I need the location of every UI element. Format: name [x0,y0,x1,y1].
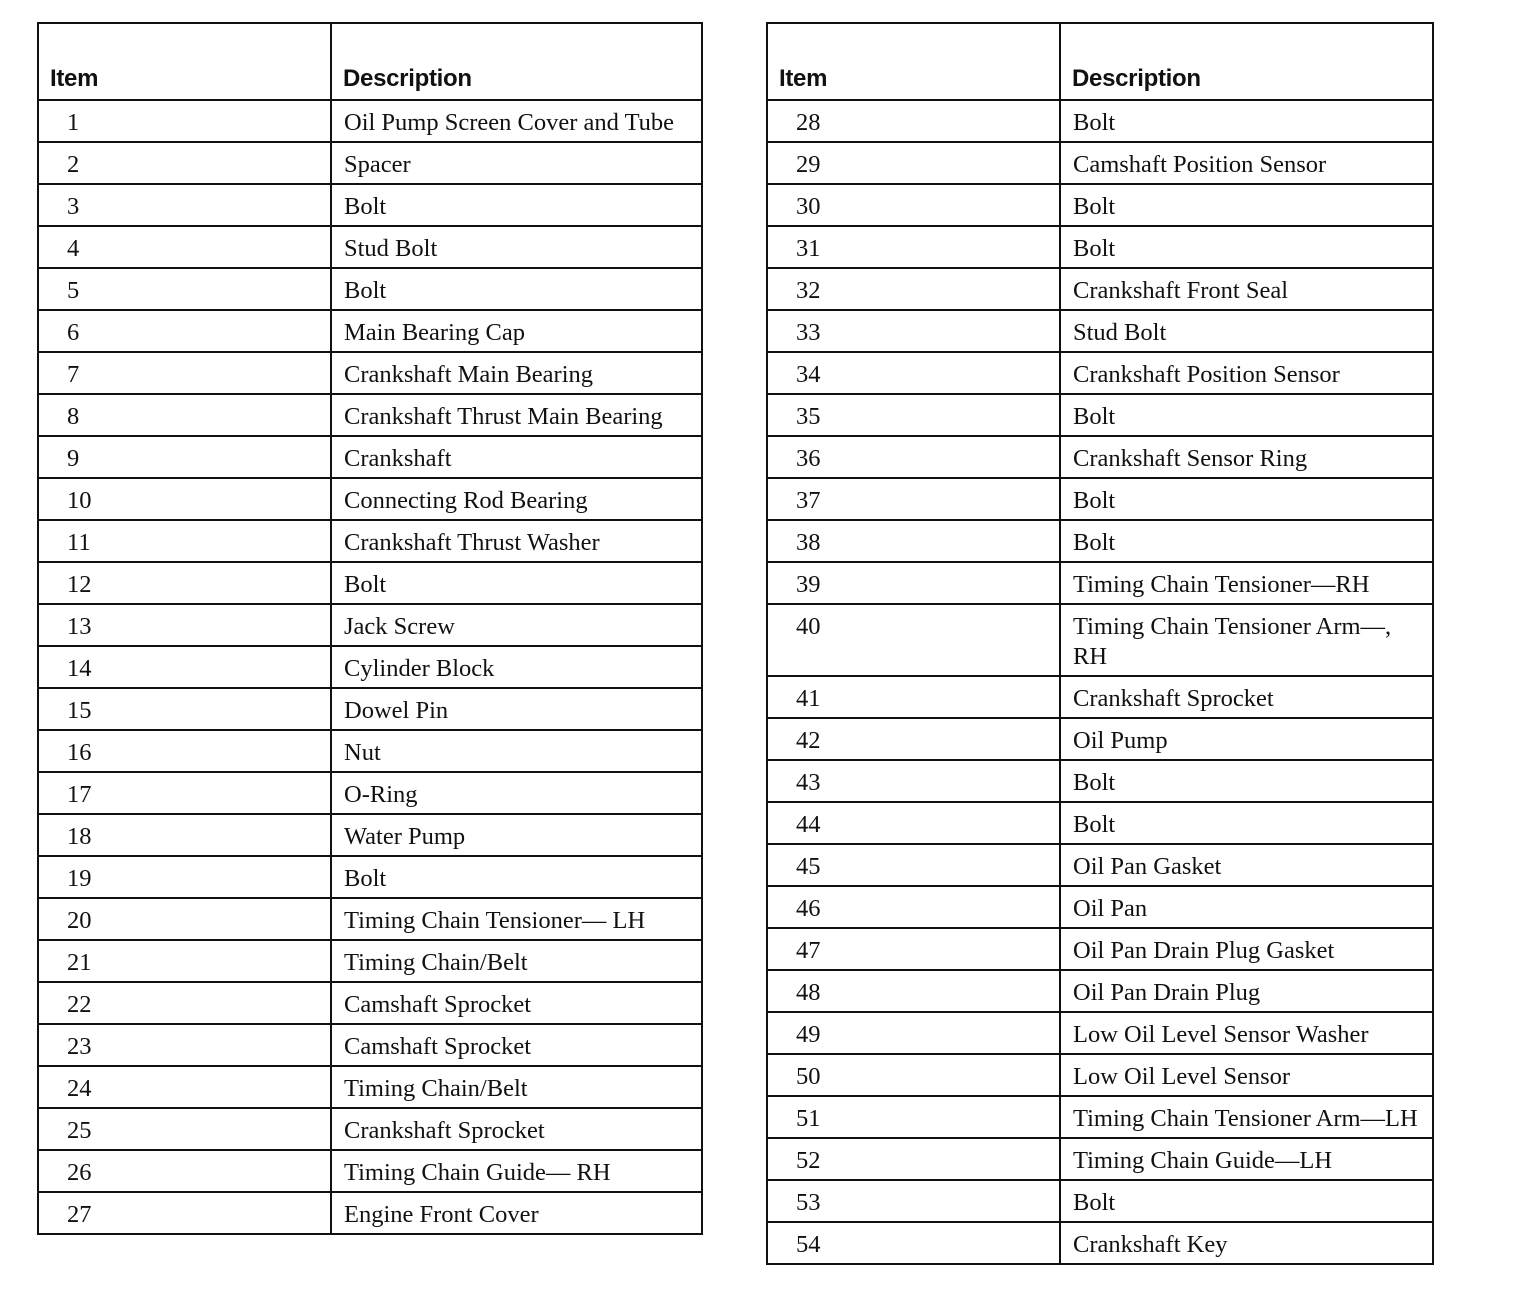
item-number: 50 [767,1054,1060,1096]
item-number: 27 [38,1192,331,1234]
item-number: 1 [38,100,331,142]
item-description: Bolt [331,268,702,310]
item-description: Crankshaft Sprocket [331,1108,702,1150]
table-row [38,646,702,688]
table-row [38,394,702,436]
item-description: Timing Chain Guide— RH [331,1150,702,1192]
table-row [38,100,702,142]
item-number: 5 [38,268,331,310]
table-body [38,100,702,1234]
item-description: Bolt [331,184,702,226]
header-row [38,23,702,100]
item-description: Low Oil Level Sensor Washer [1060,1012,1433,1054]
table-row [38,898,702,940]
item-description: Camshaft Position Sensor [1060,142,1433,184]
table-row [38,436,702,478]
table-row [767,1180,1433,1222]
item-description: Bolt [1060,226,1433,268]
table-row [767,562,1433,604]
item-description: Timing Chain Tensioner— LH [331,898,702,940]
item-number: 8 [38,394,331,436]
item-number: 41 [767,676,1060,718]
item-description: Stud Bolt [331,226,702,268]
item-description: Camshaft Sprocket [331,982,702,1024]
item-number: 33 [767,310,1060,352]
table-row [767,352,1433,394]
item-number: 2 [38,142,331,184]
parts-table-left [37,22,703,1235]
item-number: 9 [38,436,331,478]
item-description: Oil Pan Drain Plug Gasket [1060,928,1433,970]
item-description: Nut [331,730,702,772]
table-row [767,184,1433,226]
item-description: Cylinder Block [331,646,702,688]
item-number: 30 [767,184,1060,226]
item-number: 44 [767,802,1060,844]
item-description: Oil Pump [1060,718,1433,760]
column-header-item: Item [38,23,331,100]
item-number: 26 [38,1150,331,1192]
item-number: 32 [767,268,1060,310]
item-description: Crankshaft Front Seal [1060,268,1433,310]
item-number: 7 [38,352,331,394]
item-description: Bolt [331,562,702,604]
table-row [38,982,702,1024]
item-description: Bolt [1060,100,1433,142]
item-description: Connecting Rod Bearing [331,478,702,520]
table-row [767,226,1433,268]
table-row [38,604,702,646]
table-row [38,940,702,982]
item-description: Main Bearing Cap [331,310,702,352]
table-row [767,268,1433,310]
item-description: Bolt [1060,520,1433,562]
item-description: Timing Chain Tensioner Arm—, RH [1060,604,1433,676]
item-description: Crankshaft Sprocket [1060,676,1433,718]
item-number: 28 [767,100,1060,142]
item-number: 11 [38,520,331,562]
table-row [767,760,1433,802]
item-number: 25 [38,1108,331,1150]
item-description: Bolt [1060,184,1433,226]
table-row [767,844,1433,886]
item-number: 34 [767,352,1060,394]
column-header-item: Item [767,23,1060,100]
item-number: 29 [767,142,1060,184]
column-header-description: Description [1060,23,1433,100]
item-number: 36 [767,436,1060,478]
table-row [767,1012,1433,1054]
table-row [767,478,1433,520]
item-description: Oil Pump Screen Cover and Tube [331,100,702,142]
item-number: 12 [38,562,331,604]
item-description: Bolt [1060,760,1433,802]
item-number: 3 [38,184,331,226]
table-row [38,142,702,184]
table-row [38,268,702,310]
table-row [767,970,1433,1012]
table-row [767,520,1433,562]
table-row [38,352,702,394]
item-number: 17 [38,772,331,814]
item-description: Bolt [1060,478,1433,520]
item-description: Bolt [1060,802,1433,844]
item-description: Timing Chain/Belt [331,940,702,982]
parts-table-right [766,22,1434,1265]
table-row [767,1054,1433,1096]
item-number: 22 [38,982,331,1024]
item-number: 31 [767,226,1060,268]
item-description: Oil Pan Gasket [1060,844,1433,886]
table-row [38,1024,702,1066]
table-row [38,772,702,814]
item-number: 45 [767,844,1060,886]
item-description: Engine Front Cover [331,1192,702,1234]
item-number: 21 [38,940,331,982]
table-row [767,310,1433,352]
item-description: Crankshaft Thrust Washer [331,520,702,562]
table-row [38,688,702,730]
table-row [38,814,702,856]
item-number: 16 [38,730,331,772]
table-row [38,562,702,604]
table-row [38,520,702,562]
item-number: 13 [38,604,331,646]
item-description: Camshaft Sprocket [331,1024,702,1066]
item-number: 37 [767,478,1060,520]
item-description: Timing Chain Tensioner Arm—LH [1060,1096,1433,1138]
table-row [767,886,1433,928]
table-row [767,1222,1433,1264]
table-row [767,718,1433,760]
table-row [38,1066,702,1108]
item-description: Oil Pan Drain Plug [1060,970,1433,1012]
item-description: Crankshaft Sensor Ring [1060,436,1433,478]
item-description: Oil Pan [1060,886,1433,928]
item-description: Spacer [331,142,702,184]
table-body [767,100,1433,1264]
table-row [767,604,1433,676]
item-description: Crankshaft [331,436,702,478]
item-number: 38 [767,520,1060,562]
item-description: Low Oil Level Sensor [1060,1054,1433,1096]
table-row [38,226,702,268]
item-number: 35 [767,394,1060,436]
column-header-description: Description [331,23,702,100]
item-number: 6 [38,310,331,352]
item-number: 40 [767,604,1060,676]
item-description: Water Pump [331,814,702,856]
item-number: 20 [38,898,331,940]
item-description: Stud Bolt [1060,310,1433,352]
item-description: O-Ring [331,772,702,814]
table-row [38,856,702,898]
item-number: 14 [38,646,331,688]
item-description: Crankshaft Key [1060,1222,1433,1264]
table-row [767,100,1433,142]
table-row [38,310,702,352]
item-description: Timing Chain Guide—LH [1060,1138,1433,1180]
table-row [767,142,1433,184]
item-number: 18 [38,814,331,856]
item-number: 42 [767,718,1060,760]
table-row [38,1108,702,1150]
item-description: Timing Chain Tensioner—RH [1060,562,1433,604]
table-row [38,184,702,226]
item-number: 19 [38,856,331,898]
item-number: 47 [767,928,1060,970]
table-row [767,802,1433,844]
item-description: Bolt [1060,394,1433,436]
table-row [767,1138,1433,1180]
item-description: Dowel Pin [331,688,702,730]
item-description: Bolt [1060,1180,1433,1222]
item-number: 46 [767,886,1060,928]
item-number: 23 [38,1024,331,1066]
item-description: Bolt [331,856,702,898]
table-row [767,436,1433,478]
table-row [38,1150,702,1192]
table-row [767,1096,1433,1138]
item-description: Timing Chain/Belt [331,1066,702,1108]
header-row [767,23,1433,100]
table-row [767,676,1433,718]
item-number: 52 [767,1138,1060,1180]
item-number: 43 [767,760,1060,802]
item-description: Crankshaft Position Sensor [1060,352,1433,394]
table-row [767,928,1433,970]
item-number: 24 [38,1066,331,1108]
item-number: 49 [767,1012,1060,1054]
table-row [38,1192,702,1234]
item-number: 51 [767,1096,1060,1138]
item-number: 54 [767,1222,1060,1264]
item-number: 48 [767,970,1060,1012]
item-number: 15 [38,688,331,730]
item-description: Crankshaft Thrust Main Bearing [331,394,702,436]
item-number: 4 [38,226,331,268]
item-description: Jack Screw [331,604,702,646]
item-description: Crankshaft Main Bearing [331,352,702,394]
item-number: 53 [767,1180,1060,1222]
table-row [767,394,1433,436]
table-row [38,478,702,520]
item-number: 10 [38,478,331,520]
table-row [38,730,702,772]
item-number: 39 [767,562,1060,604]
